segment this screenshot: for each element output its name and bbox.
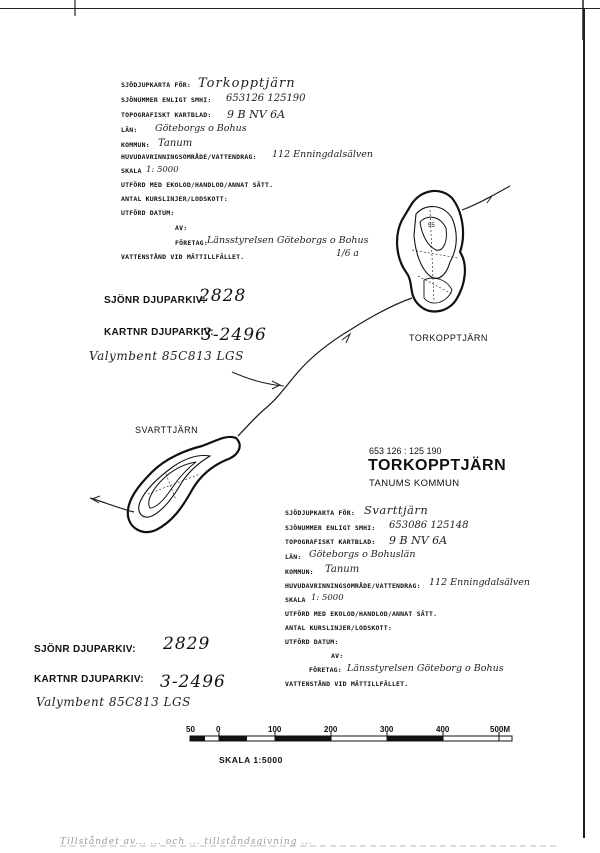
form-value-municipality: Tanum bbox=[325, 564, 360, 575]
form-value-county: Göteborgs o Bohuslän bbox=[309, 549, 416, 560]
form-label-num-lines: ANTAL KURSLINJER/LODSKOTT: bbox=[121, 195, 228, 203]
scale-tick-label: 300 bbox=[380, 725, 394, 734]
form-label-topo-sheet: TOPOGRAFISKT KARTBLAD: bbox=[285, 538, 376, 546]
form-value-water-level: 1/6 a bbox=[336, 249, 359, 259]
svarttjarn-shoreline bbox=[128, 437, 240, 532]
form-value-scale: 1: 5000 bbox=[311, 593, 344, 603]
form-label-by: AV: bbox=[175, 224, 188, 232]
scale-caption: SKALA 1:5000 bbox=[219, 755, 283, 765]
form-value-lake-number: 653126 125190 bbox=[226, 93, 306, 104]
form-value-municipality: Tanum bbox=[158, 138, 193, 149]
form-value-topo-sheet: 9 B NV 6A bbox=[389, 534, 448, 547]
title-municipality: TANUMS KOMMUN bbox=[369, 478, 460, 489]
form-label-county: LÄN: bbox=[121, 126, 138, 134]
archive-map-label: KARTNR DJUPARKIV: bbox=[104, 327, 214, 338]
form-label-num-lines: ANTAL KURSLINJER/LODSKOTT: bbox=[285, 624, 392, 632]
footer-note: Tillståndet av... ... och ... tillståndsgivning ... bbox=[60, 837, 313, 847]
form-label-map-for: SJÖDJUPKARTA FÖR: bbox=[285, 509, 355, 517]
archive-map-value: 3-2496 bbox=[201, 325, 267, 345]
form-label-date: UTFÖRD DATUM: bbox=[121, 209, 175, 217]
form-label-topo-sheet: TOPOGRAFISKT KARTBLAD: bbox=[121, 111, 212, 119]
title-name: TORKOPPTJÄRN bbox=[368, 457, 507, 474]
form-label-county: LÄN: bbox=[285, 553, 302, 561]
archive-map-value: 3-2496 bbox=[160, 672, 226, 692]
form-value-catchment: 112 Enningdalsälven bbox=[429, 577, 531, 588]
lake-name-torkopptjarn: TORKOPPTJÄRN bbox=[409, 333, 488, 343]
scale-tick-label: 0 bbox=[216, 725, 221, 734]
outflow-stream bbox=[90, 498, 134, 512]
form-label-water-level: VATTENSTÅND VID MÄTTILLFÄLLET. bbox=[285, 680, 409, 688]
archive-lake-value: 2828 bbox=[199, 286, 247, 306]
form-label-scale: SKALA bbox=[121, 167, 142, 175]
form-value-company: Länsstyrelsen Göteborgs o Bohus bbox=[207, 235, 369, 246]
depth-label: 55 bbox=[428, 223, 435, 229]
form-label-catchment: HUVUDAVRINNINGSOMRÅDE/VATTENDRAG: bbox=[121, 153, 257, 161]
archive-lake-label: SJÖNR DJUPARKIV: bbox=[104, 295, 206, 306]
form-label-performed-by: UTFÖRD MED EKOLOD/HANDLOD/ANNAT SÄTT. bbox=[285, 610, 438, 618]
form-label-scale: SKALA bbox=[285, 596, 306, 604]
archive-note: Valymbent 85C813 LGS bbox=[36, 695, 191, 709]
form-value-map-for: Svarttjärn bbox=[364, 503, 429, 517]
scale-tick-label: 100 bbox=[268, 725, 282, 734]
form-label-map-for: SJÖDJUPKARTA FÖR: bbox=[121, 81, 191, 89]
form-value-map-for: Torkopptjärn bbox=[198, 76, 296, 91]
scale-tick-label: 500M bbox=[490, 725, 511, 734]
form-label-municipality: KOMMUN: bbox=[121, 141, 150, 149]
form-value-company: Länsstyrelsen Göteborg o Bohus bbox=[347, 663, 504, 674]
form-value-catchment: 112 Enningdalsälven bbox=[272, 149, 374, 160]
lake-name-svarttjarn: SVARTTJÄRN bbox=[135, 425, 199, 435]
form-value-lake-number: 653086 125148 bbox=[389, 520, 469, 531]
inflow-stream bbox=[232, 372, 284, 386]
form-label-water-level: VATTENSTÅND VID MÄTTILLFÄLLET. bbox=[121, 253, 245, 261]
archive-lake-label: SJÖNR DJUPARKIV: bbox=[34, 644, 136, 655]
archive-note: Valymbent 85C813 LGS bbox=[89, 349, 244, 363]
outflow-stream bbox=[462, 186, 510, 210]
form-label-company: FÖRETAG: bbox=[309, 666, 342, 674]
scale-tick-label: 50 bbox=[186, 725, 195, 734]
title-code: 653 126 : 125 190 bbox=[369, 446, 442, 456]
form-label-by: AV: bbox=[331, 652, 344, 660]
form-label-performed-by: UTFÖRD MED EKOLOD/HANDLOD/ANNAT SÄTT. bbox=[121, 181, 274, 189]
scale-bar bbox=[190, 732, 512, 741]
form-value-county: Göteborgs o Bohus bbox=[155, 123, 247, 134]
scale-tick-label: 200 bbox=[324, 725, 338, 734]
form-label-date: UTFÖRD DATUM: bbox=[285, 638, 339, 646]
form-label-catchment: HUVUDAVRINNINGSOMRÅDE/VATTENDRAG: bbox=[285, 582, 421, 590]
form-label-lake-number: SJÖNUMMER ENLIGT SMHI: bbox=[121, 96, 212, 104]
archive-map-label: KARTNR DJUPARKIV: bbox=[34, 674, 144, 685]
flow-arrow bbox=[342, 334, 350, 343]
scale-tick-label: 400 bbox=[436, 725, 450, 734]
archive-lake-value: 2829 bbox=[163, 634, 211, 654]
form-label-lake-number: SJÖNUMMER ENLIGT SMHI: bbox=[285, 524, 376, 532]
connecting-stream bbox=[238, 298, 412, 436]
form-label-company: FÖRETAG: bbox=[175, 239, 208, 247]
form-value-topo-sheet: 9 B NV 6A bbox=[227, 108, 286, 121]
form-label-municipality: KOMMUN: bbox=[285, 568, 314, 576]
form-value-scale: 1: 5000 bbox=[146, 165, 179, 175]
flow-arrow bbox=[484, 196, 492, 203]
